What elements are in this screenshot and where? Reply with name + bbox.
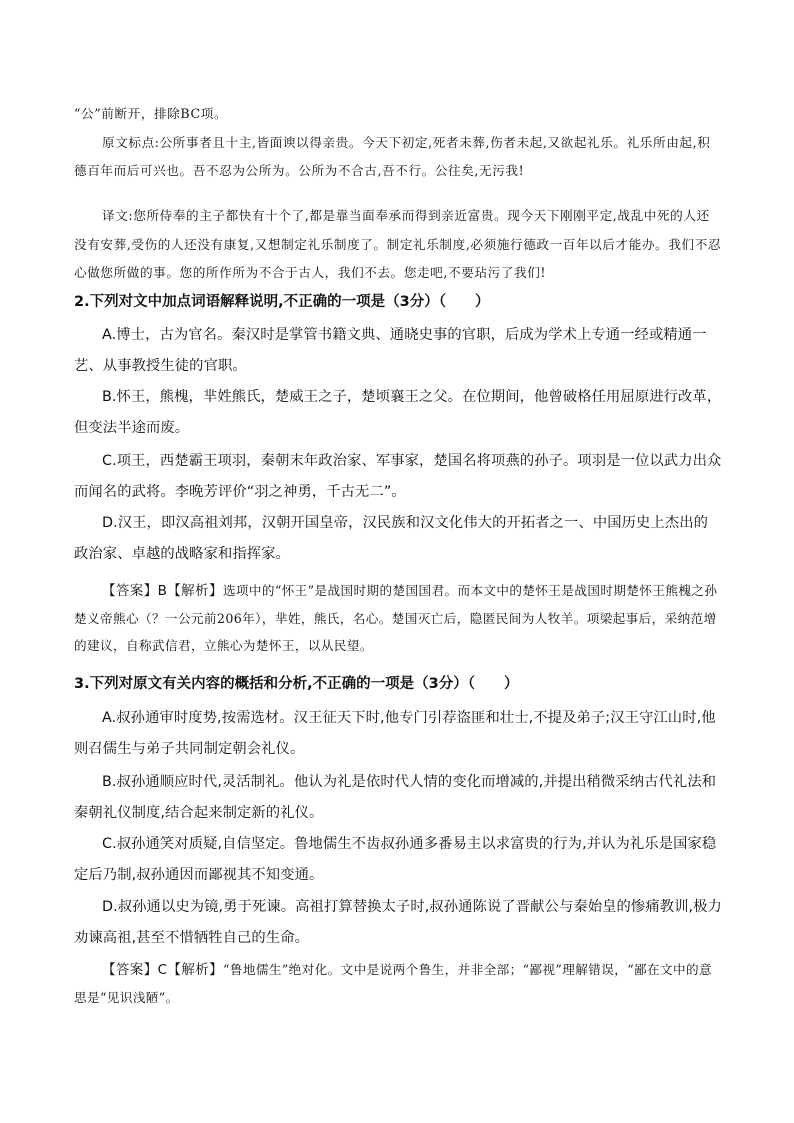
question-3-option-d: D.叔孙通以史为镜,勇于死谏。高祖打算替换太子时,叔孙通陈说了晋献公与秦始皇的惨痛教训,极力劝谏高祖,甚至不惜牺牲自己的生命。 [74, 899, 722, 946]
analysis-continuation: “公”前断开，排除BC项。 [74, 106, 228, 121]
question-3-option-b: B.叔孙通顺应时代,灵活制礼。他认为礼是依时代人情的变化而增减的,并提出稍微采纳古代礼法和秦朝礼仪制度,结合起来制定新的礼仪。 [74, 774, 717, 821]
translation-paragraph: 译文:您所侍奉的主子都快有十个了,都是靠当面奉承而得到亲近富贵。现今天下刚刚平定,战乱中死的人还没有安葬,受伤的人还没有康复,又想制定礼乐制度了。制定礼乐制度,必须施行德政一百年以后才能办。我们不忍心做您所做的事。您的所作所为不合于古人，我们不去。您走吧,不要玷污了我们! [74, 208, 722, 280]
question-2-answer [74, 577, 722, 659]
answer-tag: 【答案】B【解析】 [102, 583, 223, 599]
question-3-option-a: A.叔孙通审时度势,按需选材。汉王征天下时,他专门引荐盗匪和壮士,不提及弟子;汉王守江山时,他则召儒生与弟子共同制定朝会礼仪。 [74, 710, 716, 757]
question-3-answer [74, 956, 722, 1011]
question-2-stem: 2.下列对文中加点词语解释说明,不正确的一项是（3分）（ ） [74, 294, 490, 310]
question-2-option-c: C.项王，西楚霸王项羽，秦朝末年政治家、军事家，楚国名将项燕的孙子。项羽是一位以武力出众而闻名的武将。李晚芳评价“羽之神勇，千古无二”。 [74, 453, 722, 500]
question-2-option-d: D.汉王，即汉高祖刘邦，汉朝开国皇帝，汉民族和汉文化伟大的开拓者之一、中国历史上杰出的政治家、卓越的战略家和指挥家。 [74, 515, 709, 562]
answer-tag: 【答案】C【解析】 [102, 962, 224, 978]
question-3-stem: 3.下列对原文有关内容的概括和分析,不正确的一项是（3分）（ ） [74, 676, 519, 692]
question-2-option-a: A.博士，古为官名。秦汉时是掌管书籍文典、通晓史事的官职，后成为学术上专通一经或精通一艺、从事教授生徒的官职。 [74, 327, 707, 374]
answer-explanation: 选项中的“怀王”是战国时期的楚国国君。而本文中的楚怀王是战国时期楚怀王熊槐之孙楚义帝熊心（？一公元前206年），芈姓，熊氏，名心。楚国灭亡后，隐匿民间为人牧羊。项梁起事后，采纳范增的建议，自称武信君，立熊心为楚怀王，以从民望。 [74, 583, 718, 653]
question-3-option-c: C.叔孙通笑对质疑,自信坚定。鲁地儒生不齿叔孙通多番易主以求富贵的行为,并认为礼乐是国家稳定后乃制,叔孙通因而鄙视其不知变通。 [74, 836, 717, 883]
question-2-option-b: B.怀王，熊槐，芈姓熊氏，楚威王之子，楚顷襄王之父。在位期间，他曾破格任用屈原进行改革，但变法半途而废。 [74, 389, 722, 436]
answer-explanation: “鲁地儒生”绝对化。文中是说两个鲁生，并非全部；“鄙视”理解错误，“鄙在文中的意思是“见识浅陋”。 [74, 962, 713, 1005]
original-punctuation-paragraph: 原文标点:公所事者且十主,皆面谀以得亲贵。今天下初定,死者未葬,伤者未起,又欲起礼乐。礼乐所由起,积德百年而后可兴也。吾不忍为公所为。公所为不合古,吾不行。公往矣,无污我! [74, 135, 711, 178]
